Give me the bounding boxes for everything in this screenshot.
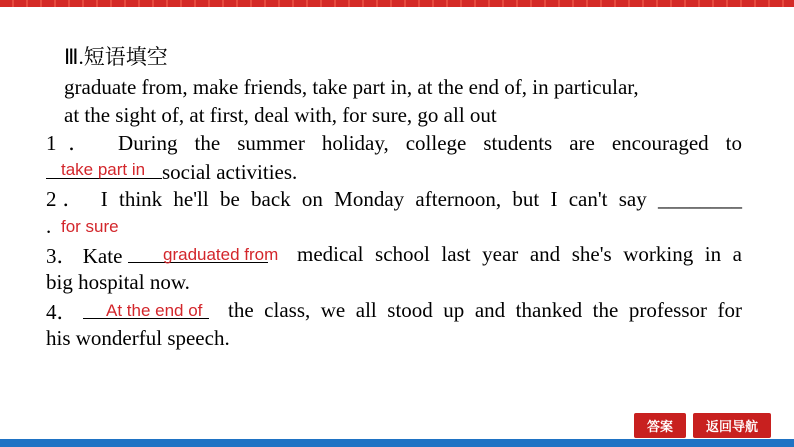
question-4-line-2: his wonderful speech.	[46, 326, 230, 350]
question-3-line-2: big hospital now.	[46, 270, 190, 294]
question-4-prefix: 4．	[46, 300, 78, 324]
question-2-line-1: 2． I think he'll be back on Monday afternoon, but I can't say ________	[46, 187, 742, 211]
phrase-bank-line-1: graduate from, make friends, take part in, at the end of, in particular,	[64, 75, 639, 99]
question-1-answer: take part in	[61, 160, 146, 179]
question-3-prefix: 3． Kate	[46, 244, 123, 268]
answer-button[interactable]: 答案	[634, 413, 686, 438]
section-title: Ⅲ.短语填空	[64, 45, 168, 69]
question-4-tail: the class, we all stood up and thanked the professor for	[228, 298, 742, 322]
question-1-tail: social activities.	[162, 160, 298, 184]
phrase-bank-line-2: at the sight of, at first, deal with, for sure, go all out	[64, 103, 497, 127]
question-2-end: .	[46, 214, 52, 238]
question-4-answer: At the end of	[106, 301, 203, 320]
bottom-decorative-bar	[0, 439, 794, 447]
question-1-line-1: 1． During the summer holiday, college students are encouraged to	[46, 131, 742, 155]
top-decorative-bar	[0, 0, 794, 7]
question-3-tail: medical school last year and she's working in a	[297, 242, 742, 266]
back-to-navigation-button[interactable]: 返回导航	[693, 413, 771, 438]
question-3-answer: graduated from	[163, 245, 279, 264]
question-2-answer: for sure	[61, 217, 119, 236]
